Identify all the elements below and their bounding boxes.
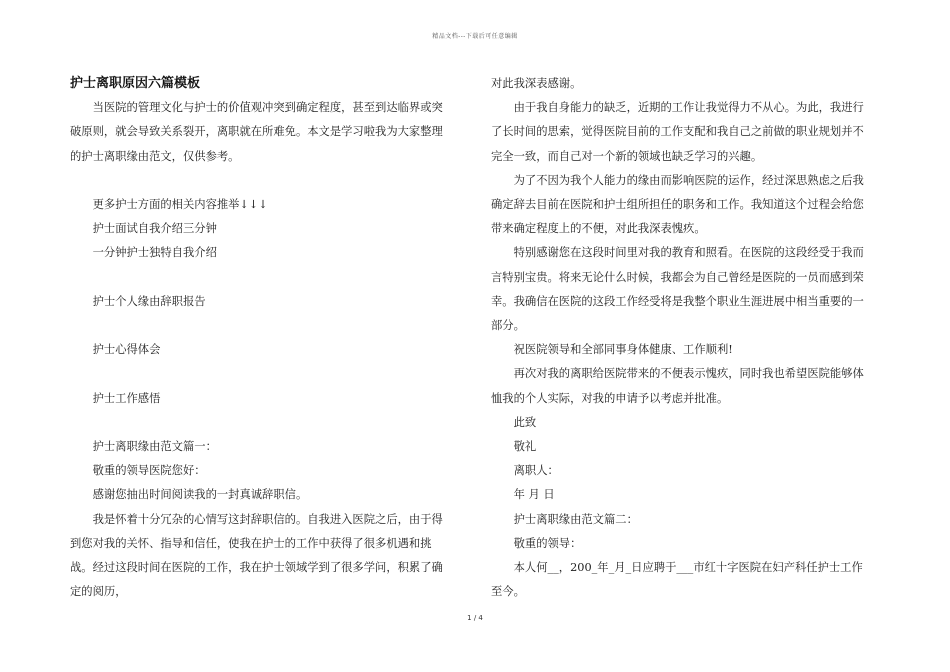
closing-line-2: 敬礼 — [513, 440, 537, 454]
more-recommend-heading: 更多护士方面的相关内容推举↓↓↓ — [92, 198, 268, 211]
body-paragraph: 我是怀着十分冗杂的心情写这封辞职信的。自我进入医院之后，由于得到您对我的关怀、指导和信任，使我在护士的工作中获得了很多机遇和挑战。经过这段时间在医院的工作，我在护士领域学到了很多学问，积累了确定的阅历， — [70, 512, 443, 599]
related-link-3[interactable]: 护士个人缘由辞职报告 — [92, 294, 206, 308]
page-header: 精品文档---下载后可任意编辑 — [432, 33, 518, 40]
right-column — [491, 72, 873, 604]
resigner-line: 离职人： — [513, 464, 559, 478]
page-number: 1 / 4 — [467, 614, 483, 622]
gratitude-paragraph: 特别感谢您在这段时间里对我的教育和照看。在医院的这段经受于我而言特别宝贵。将来无论什么时候，我都会为自己曾经是医院的一员而感到荣幸。我确信在医院的这段工作经受将是我整个职业生涯进展中相当重要的一部分。 — [491, 246, 864, 333]
related-link-5[interactable]: 护士工作感悟 — [92, 391, 161, 405]
left-column — [70, 72, 452, 604]
related-link-2[interactable]: 一分钟护士独特自我介绍 — [92, 246, 217, 260]
reason-paragraph: 由于我自身能力的缺乏，近期的工作让我觉得力不从心。为此，我进行了长时间的思索，觉得医院目前的工作支配和我自己之前做的职业规划并不完全一致，而自己对一个新的领域也缺乏学习的兴趣。 — [491, 101, 864, 163]
date-line: 年 月 日 — [513, 488, 555, 502]
wish-paragraph: 祝医院领导和全部同事身体健康、工作顺利! — [513, 343, 733, 357]
related-link-4[interactable]: 护士心得体会 — [92, 343, 161, 357]
salutation-two: 敬重的领导： — [513, 536, 582, 550]
sample-two-heading: 护士离职缘由范文篇二： — [513, 512, 638, 526]
intro-paragraph: 当医院的管理文化与护士的价值观冲突到确定程度，甚至到达临界或突破原则，就会导致关系裂开，离职就在所难免。本文是学习啦我为大家整理的护士离职缘由范文，仅供参考。 — [70, 101, 443, 163]
sample-one-heading: 护士离职缘由范文篇一： — [92, 439, 217, 453]
sample-two-paragraph: 本人何__，200_年_月_日应聘于___市红十字医院在妇产科任护士工作至今。 — [491, 561, 863, 599]
apology-paragraph: 再次对我的离职给医院带来的不便表示愧疚，同时我也希望医院能够体恤我的个人实际，对我的申请予以考虑并批准。 — [491, 367, 864, 405]
salutation: 敬重的领导医院您好： — [92, 464, 206, 478]
closing-line-1: 此致 — [513, 415, 537, 429]
continued-paragraph: 对此我深表感谢。 — [491, 77, 582, 90]
thanks-paragraph: 感谢您抽出时间阅读我的一封真诚辞职信。 — [92, 488, 308, 502]
decision-paragraph: 为了不因为我个人能力的缘由而影响医院的运作，经过深思熟虑之后我确定辞去目前在医院和护士组所担任的职务和工作。我知道这个过程会给您带来确定程度上的不便，对此我深表愧疚。 — [491, 173, 864, 236]
document-title: 护士离职原因六篇模板 — [70, 76, 201, 91]
related-link-1[interactable]: 护士面试自我介绍三分钟 — [92, 222, 217, 236]
